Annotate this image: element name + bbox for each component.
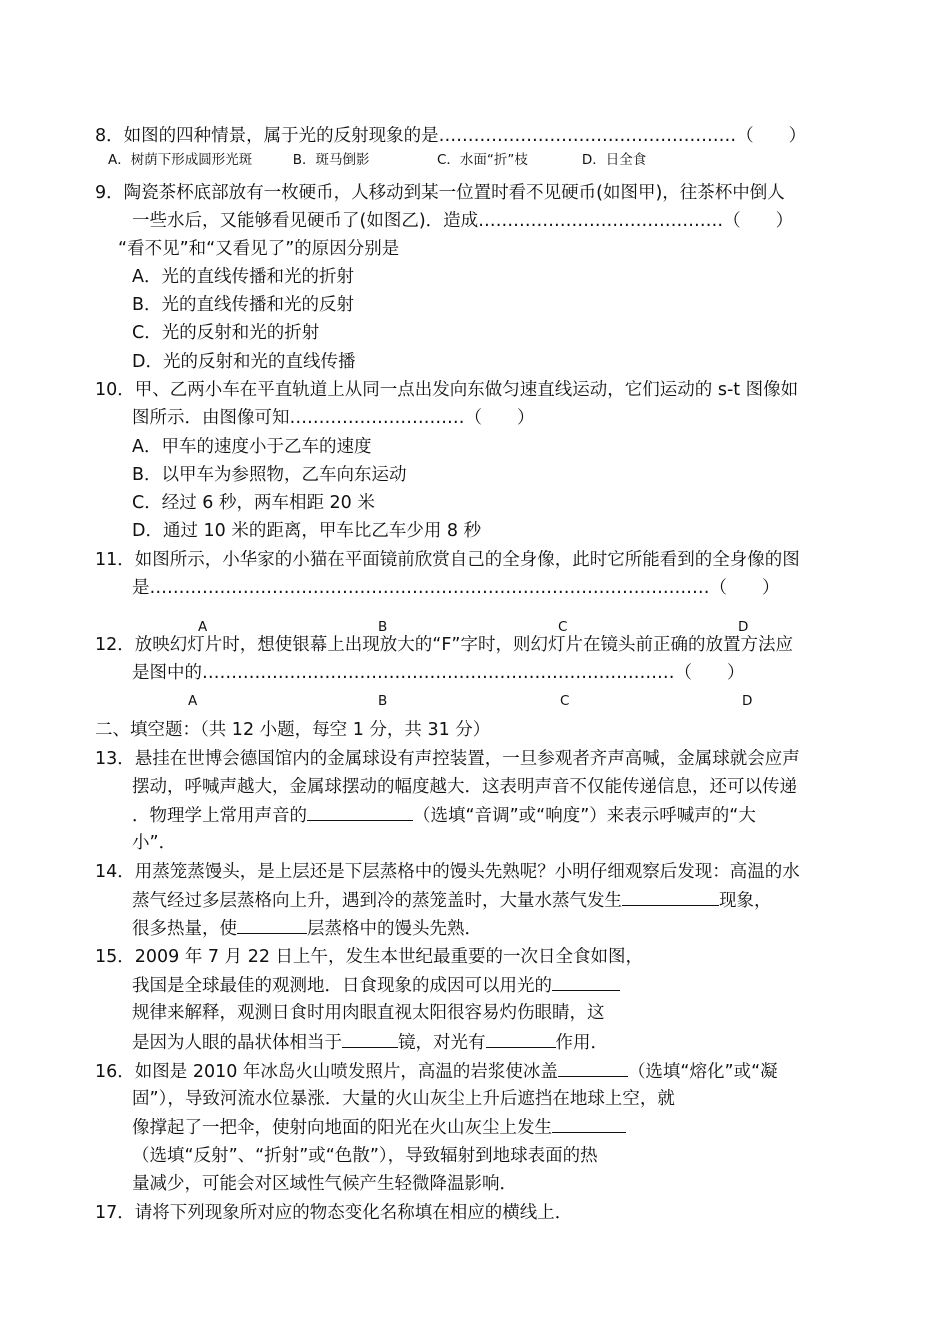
q13-line1: 13．悬挂在世博会德国馆内的金属球设有声控装置，一旦参观者齐声高喊，金属球就会应声 — [95, 749, 800, 769]
q14-blank-1[interactable] — [622, 888, 719, 906]
q9-option-d: D．光的反射和光的直线传播 — [132, 352, 356, 372]
q10-option-b: B．以甲车为参照物，乙车向东运动 — [132, 465, 407, 485]
q14-line2-text-a: 蒸气经过多层蒸格向上升，遇到冷的蒸笼盖时，大量水蒸气发生 — [132, 891, 622, 911]
q8-options: A．树荫下形成圆形光斑 B．斑马倒影 C．水面“折”枝 D．日全食 — [108, 152, 647, 168]
q9-option-b: B．光的直线传播和光的反射 — [132, 295, 355, 315]
q14-blank-3[interactable] — [237, 916, 307, 934]
section-heading: 二、填空题：（共 12 小题，每空 1 分，共 31 分） — [95, 720, 491, 740]
q15-line2 — [132, 973, 620, 998]
q15-blank-3[interactable] — [486, 1030, 556, 1048]
q12-label-d: D — [742, 693, 753, 709]
q12-label-a: A — [188, 693, 198, 709]
q10-option-d: D．通过 10 米的距离，甲车比乙车少用 8 秒 — [132, 521, 482, 541]
q16-blank-1[interactable] — [558, 1059, 628, 1077]
q9-line3: “看不见”和“又看见了”的原因分别是 — [118, 239, 400, 259]
q16-line3 — [132, 1115, 626, 1140]
q8-stem: 8．如图的四种情景，属于光的反射现象的是……………………………………………（ ） — [95, 126, 807, 146]
q14-line3-text-a: 很多热量，使 — [132, 919, 237, 939]
q13-line4: 小”． — [132, 833, 177, 853]
q15-line3: 规律来解释，观测日食时用肉眼直视太阳很容易灼伤眼睛，这 — [132, 1003, 605, 1023]
q10-option-c: C．经过 6 秒，两车相距 20 米 — [132, 493, 375, 513]
q16-line5: 量减少，可能会对区域性气候产生轻微降温影响． — [132, 1174, 517, 1194]
q16-line4: （选填“反射”、“折射”或“色散”），导致辐射到地球表面的热 — [132, 1146, 598, 1166]
q9-line2: 一些水后，又能够看见硬币了(如图乙)．造成……………………………………（ ） — [132, 211, 794, 231]
q15-blank-2[interactable] — [342, 1030, 398, 1048]
q13-line3-text-b: （选填“音调”或“响度”）来表示呼喊声的“大 — [413, 806, 756, 826]
q11-label-c: C — [558, 619, 568, 635]
q9-option-c: C．光的反射和光的折射 — [132, 323, 320, 343]
q16-blank-2[interactable] — [552, 1115, 626, 1133]
q16-line1-text-a: 16．如图是 2010 年冰岛火山喷发照片，高温的岩浆使冰盖 — [95, 1062, 558, 1082]
q14-line1: 14．用蒸笼蒸馒头，是上层还是下层蒸格中的馒头先熟呢？小明仔细观察后发现：高温的水 — [95, 862, 800, 882]
q12-line2: 是图中的………………………………………………………………………（ ） — [132, 663, 745, 683]
q16-line2: 固”），导致河流水位暴涨．大量的火山灰尘上升后遮挡在地球上空，就 — [132, 1089, 675, 1109]
q16-line1-text-b: （选填“熔化”或“凝 — [627, 1062, 778, 1082]
q10-line2: 图所示．由图像可知…………………………（ ） — [132, 408, 535, 428]
q14-line2 — [132, 888, 772, 913]
q11-line1: 11．如图所示，小华家的小猫在平面镜前欣赏自己的全身像，此时它所能看到的全身像的图 — [95, 550, 800, 570]
q15-line4-text-b: 镜，对光有 — [398, 1033, 486, 1053]
q14-line3-text-b: 层蒸格中的馒头先熟． — [307, 919, 482, 939]
q9-line1: 9．陶瓷茶杯底部放有一枚硬币，人移动到某一位置时看不见硬币(如图甲)，往茶杯中倒人 — [95, 183, 785, 203]
q15-line2-text: 我国是全球最佳的观测地．日食现象的成因可以用光的 — [132, 976, 552, 996]
q12-label-b: B — [378, 693, 388, 709]
q11-line2: 是……………………………………………………………………………………（ ） — [132, 578, 780, 598]
q14-line3 — [132, 916, 482, 941]
q11-label-b: B — [378, 619, 388, 635]
q13-blank-1[interactable] — [307, 803, 413, 821]
q12-line1: 12．放映幻灯片时，想使银幕上出现放大的“F”字时，则幻灯片在镜头前正确的放置方法应 — [95, 635, 793, 655]
q13-line3-text-a: ．物理学上常用声音的 — [132, 806, 307, 826]
q15-blank-1[interactable] — [552, 973, 620, 991]
q14-line2-text-b: 现象， — [719, 891, 772, 911]
q15-line4-text-c: 作用． — [555, 1033, 608, 1053]
q13-line2: 摆动，呼喊声越大，金属球摆动的幅度越大．这表明声音不仅能传递信息，还可以传递 — [132, 777, 797, 797]
q15-line1: 15．2009 年 7 月 22 日上午，发生本世纪最重要的一次日全食如图， — [95, 947, 644, 967]
q13-line3 — [132, 803, 756, 828]
q9-option-a: A．光的直线传播和光的折射 — [132, 267, 354, 287]
q15-line4-text-a: 是因为人眼的晶状体相当于 — [132, 1033, 342, 1053]
q11-label-d: D — [738, 619, 749, 635]
q17-line1: 17．请将下列现象所对应的物态变化名称填在相应的横线上． — [95, 1203, 573, 1223]
q12-label-c: C — [560, 693, 570, 709]
q10-line1: 10．甲、乙两小车在平直轨道上从同一点出发向东做匀速直线运动，它们运动的 s-t 图像如 — [95, 380, 799, 400]
q11-label-a: A — [198, 619, 208, 635]
q10-option-a: A．甲车的速度小于乙车的速度 — [132, 437, 372, 457]
q16-line1 — [95, 1059, 778, 1084]
q16-line3-text: 像撑起了一把伞，使射向地面的阳光在火山灰尘上发生 — [132, 1118, 552, 1138]
q15-line4 — [132, 1030, 608, 1055]
